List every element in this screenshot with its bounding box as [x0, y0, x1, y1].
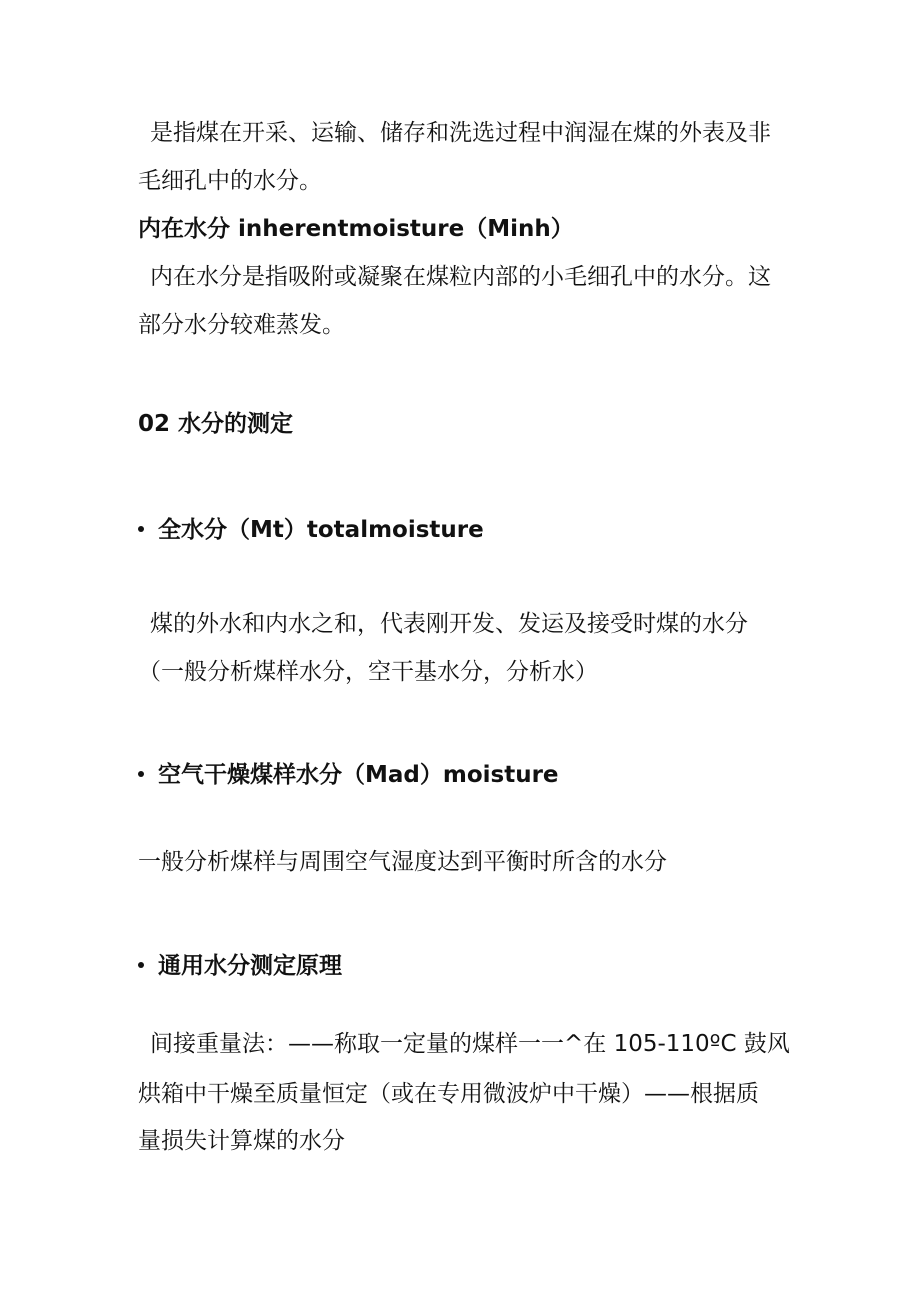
bullet-dot-icon	[138, 771, 144, 777]
bullet-total-moisture-label: 全水分（Mt）totalmoisture	[158, 517, 484, 543]
bullet-measurement-principle-label: 通用水分测定原理	[158, 953, 342, 979]
total-moisture-text-line-1: 煤的外水和内水之和，代表刚开发、发运及接受时煤的水分	[150, 611, 748, 637]
inherent-moisture-text-line-1: 内在水分是指吸附或凝聚在煤粒内部的小毛细孔中的水分。这	[150, 264, 771, 290]
section-heading: 02 水分的测定	[138, 411, 294, 437]
bullet-air-dry-moisture	[138, 760, 559, 790]
principle-text-line-3: 量损失计算煤的水分	[138, 1128, 345, 1154]
air-dry-moisture-text: 一般分析煤样与周围空气湿度达到平衡时所含的水分	[138, 849, 667, 875]
inherent-moisture-text-line-2: 部分水分较难蒸发。	[138, 312, 345, 338]
bullet-air-dry-moisture-label: 空气干燥煤样水分（Mad）moisture	[158, 762, 559, 788]
external-moisture-text-line-2: 毛细孔中的水分。	[138, 168, 322, 194]
bullet-dot-icon	[138, 962, 144, 968]
total-moisture-text-line-2: （一般分析煤样水分，空干基水分，分析水）	[138, 659, 598, 685]
external-moisture-text-line-1: 是指煤在开采、运输、储存和洗选过程中润湿在煤的外表及非	[150, 120, 771, 146]
principle-text-line-2: 烘箱中干燥至质量恒定（或在专用微波炉中干燥）——根据质	[138, 1081, 759, 1107]
bullet-measurement-principle	[138, 951, 342, 981]
bullet-dot-icon	[138, 526, 144, 532]
principle-text-line-1: 间接重量法：——称取一定量的煤样一一^在 105-110ºC 鼓风	[150, 1031, 790, 1057]
bullet-total-moisture	[138, 515, 484, 545]
inherent-moisture-heading: 内在水分 inherentmoisture（Minh）	[138, 216, 574, 242]
